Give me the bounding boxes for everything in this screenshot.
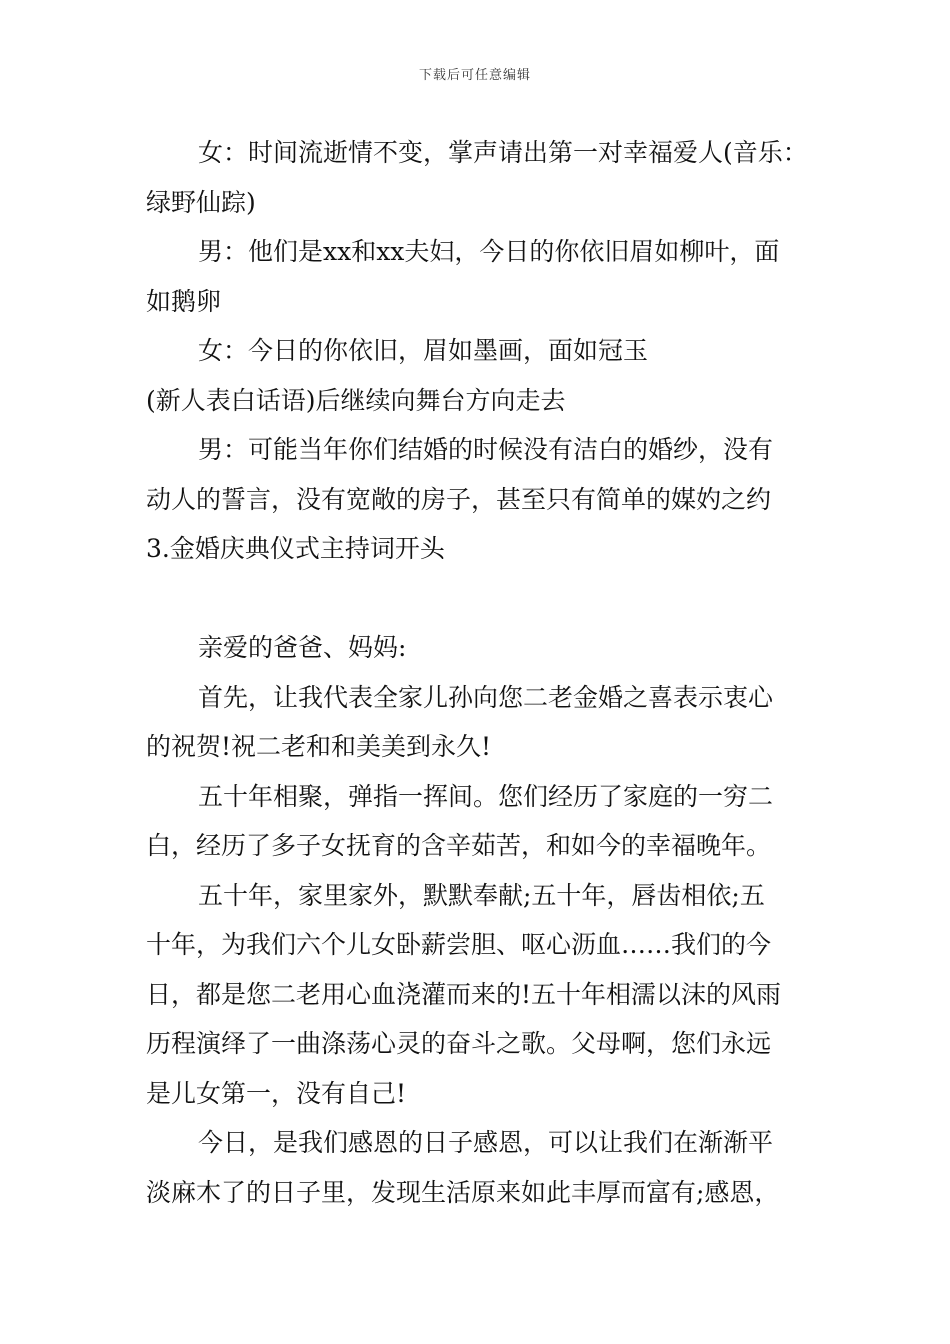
text-line: 今日，是我们感恩的日子感恩，可以让我们在渐渐平 [198,1128,774,1157]
document-body [146,128,810,1217]
text-line: (新人表白话语)后继续向舞台方向走去 [146,385,566,415]
salutation: 亲爱的爸爸、妈妈: [198,633,407,662]
text-line: 如鹅卵 [146,286,222,316]
text-line: 女：今日的你依旧，眉如墨画，面如冠玉 [198,336,649,365]
text-line: 男：他们是xx和xx夫妇，今日的你依旧眉如柳叶，面 [198,237,780,266]
text-line: 淡麻木了的日子里，发现生活原来如此丰厚而富有;感恩， [146,1177,780,1207]
text-line: 绿野仙踪) [146,187,256,217]
text-line: 女：时间流逝情不变，掌声请出第一对幸福爱人(音乐： [198,138,808,167]
text-line: 动人的誓言，没有宽敞的房子，甚至只有简单的媒妁之约 [146,484,772,514]
text-line: 的祝贺!祝二老和和美美到永久! [146,732,492,761]
text-line: 首先，让我代表全家儿孙向您二老金婚之喜表示衷心 [198,682,774,712]
text-line: 白，经历了多子女抚育的含辛茹苦，和如今的幸福晚年。 [146,831,772,860]
page-header: 下载后可任意编辑 [418,68,531,83]
section-heading: 3.金婚庆典仪式主持词开头 [146,534,445,563]
text-line: 日，都是您二老用心血浇灌而来的!五十年相濡以沫的风雨 [146,979,782,1009]
text-line: 男：可能当年你们结婚的时候没有洁白的婚纱，没有 [198,435,774,464]
text-line: 五十年相聚，弹指一挥间。您们经历了家庭的一穷二 [198,781,774,811]
text-line: 是儿女第一，没有自己! [146,1078,407,1108]
paragraph-spacer [146,574,810,624]
text-line: 十年，为我们六个儿女卧薪尝胆、呕心沥血……我们的今 [146,930,772,959]
text-line: 五十年，家里家外，默默奉献;五十年，唇齿相依;五 [198,880,765,910]
text-line: 历程演绎了一曲涤荡心灵的奋斗之歌。父母啊，您们永远 [146,1029,772,1058]
